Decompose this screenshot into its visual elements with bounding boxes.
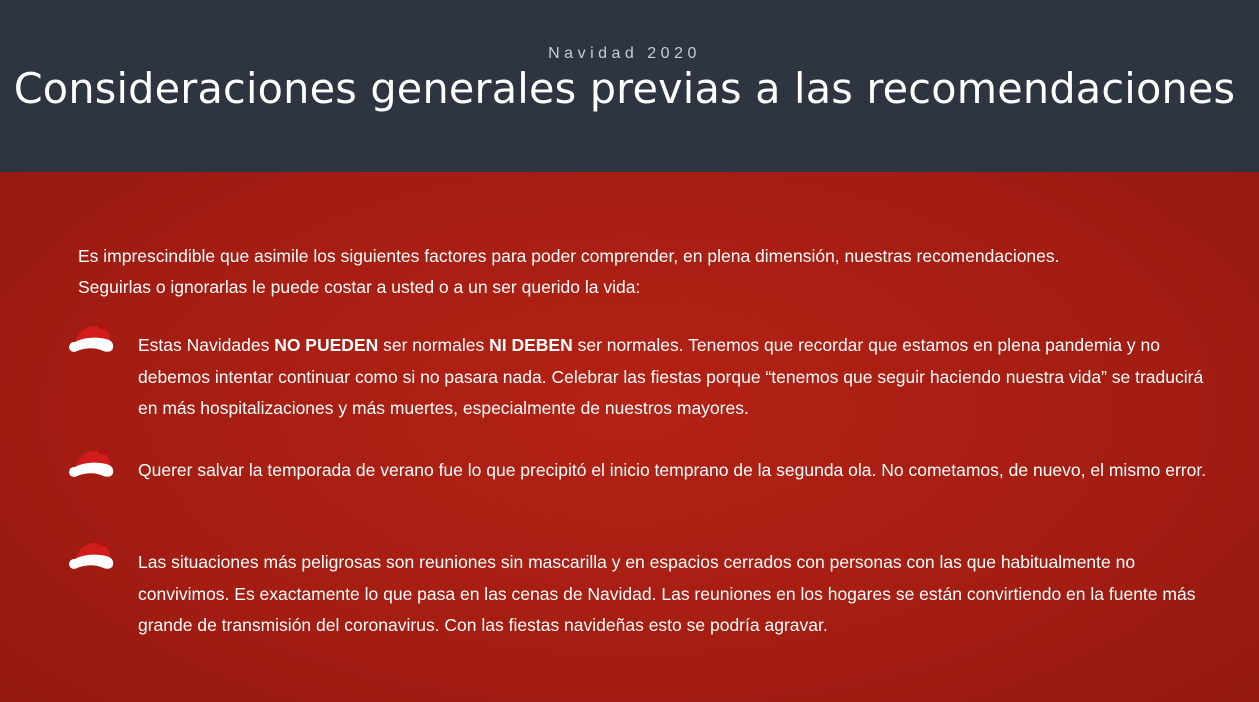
bullet-text-2: Querer salvar la temporada de verano fue lo que precipitó el inicio temprano de la segunda ola. No cometamos, de nuevo, el mismo error. — [138, 460, 1207, 480]
slide-title: Consideraciones generales previas a las recomendaciones — [13, 64, 1236, 113]
bullet-text-1b: ser normales — [378, 335, 490, 355]
slide-content — [0, 172, 1259, 702]
bullet-text-1a: Estas Navidades — [138, 335, 275, 355]
intro-paragraph — [78, 241, 1198, 303]
santa-hat-icon — [66, 534, 116, 574]
slide-subtitle: Navidad 2020 — [548, 45, 701, 62]
santa-hat-icon — [66, 442, 116, 482]
bullet-text-3: Las situaciones más peligrosas son reuniones sin mascarilla y en espacios cerrados con personas con las que habitualmente no convivimos. Es exactamente lo que pasa en las cenas de Navidad. Las reuniones en los hogares se están convirtiendo en la fuente más grande de transmisión del coronavirus. Con las fiestas navideñas esto se podría agravar. — [138, 552, 1196, 635]
bullet-text-1 — [138, 330, 1218, 425]
bullet-bold-no-pueden: NO PUEDEN — [274, 335, 379, 355]
bullet-text-1c: ser normales. Tenemos que recordar que estamos en plena pandemia y no debemos intentar continuar como si no pasara nada. Celebrar las fiestas porque “tenemos que seguir haciendo nuestra vida” se traducirá en más hospitalizaciones y más muertes, especialmente de nuestros mayores. — [138, 335, 1204, 418]
intro-line-2: Seguirlas o ignorarlas le puede costar a usted o a un ser querido la vida: — [78, 277, 641, 297]
santa-hat-icon — [66, 317, 116, 357]
bullet-bold-ni-deben: NI DEBEN — [489, 335, 573, 355]
slide-header — [0, 0, 1259, 172]
intro-line-1: Es imprescindible que asimile los siguientes factores para poder comprender, en plena dimensión, nuestras recomendaciones. — [78, 246, 1060, 266]
